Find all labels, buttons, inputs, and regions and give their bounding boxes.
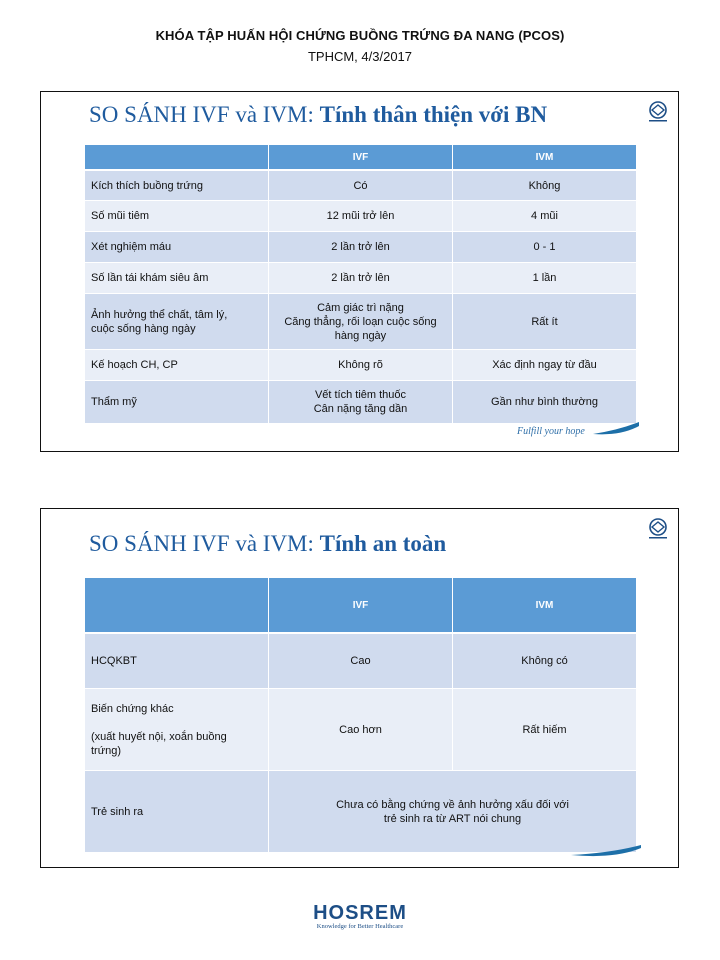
row-label: Thẩm mỹ	[85, 381, 269, 424]
slide-safety	[40, 508, 679, 868]
ivm-value: Rất hiếm	[453, 689, 637, 771]
ivm-value: Không có	[453, 634, 637, 689]
slide-title-plain: SO SÁNH IVF và IVM:	[89, 531, 320, 556]
slide-title	[89, 102, 547, 128]
header-criteria	[85, 145, 269, 171]
table-row	[85, 634, 637, 689]
slide-title-plain: SO SÁNH IVF và IVM:	[89, 102, 320, 127]
swoosh-icon	[511, 845, 643, 861]
header-ivf: IVF	[269, 145, 453, 171]
clinic-logo-icon	[644, 100, 672, 124]
slide-title-bold: Tính thân thiện với BN	[319, 102, 548, 127]
ivf-value: Không rõ	[269, 350, 453, 381]
ivf-value: 2 lần trở lên	[269, 263, 453, 294]
row-label: Số lần tái khám siêu âm	[85, 263, 269, 294]
table-row	[85, 201, 637, 232]
brand-logo	[300, 902, 420, 930]
brand-name: HOSREM	[313, 902, 407, 924]
ivf-value: Cảm giác trì nặng Căng thẳng, rối loạn cuộc sống hàng ngày	[269, 294, 453, 350]
document-subtitle: TPHCM, 4/3/2017	[307, 49, 413, 64]
ivf-value: Có	[269, 171, 453, 201]
comparison-table	[85, 145, 637, 424]
row-label: Kế hoạch CH, CP	[85, 350, 269, 381]
table-row	[85, 350, 637, 381]
ivf-value: 12 mũi trở lên	[269, 201, 453, 232]
slide-patient-friendliness	[40, 91, 679, 452]
header-ivm: IVM	[453, 578, 637, 634]
row-label: Trẻ sinh ra	[85, 771, 269, 853]
header-ivm: IVM	[453, 145, 637, 171]
table-row	[85, 263, 637, 294]
merged-value: Chưa có bằng chứng về ảnh hưởng xấu đối với trẻ sinh ra từ ART nói chung	[269, 771, 637, 853]
table-row	[85, 232, 637, 263]
document-title: KHÓA TẬP HUẤN HỘI CHỨNG BUỒNG TRỨNG ĐA NANG (PCOS)	[155, 28, 565, 43]
table-row	[85, 689, 637, 771]
slide-title	[89, 531, 446, 557]
ivm-value: 4 mũi	[453, 201, 637, 232]
ivf-value: Cao hơn	[269, 689, 453, 771]
row-label: Số mũi tiêm	[85, 201, 269, 232]
row-label: HCQKBT	[85, 634, 269, 689]
table-row	[85, 294, 637, 350]
brand-tagline: Knowledge for Better Healthcare	[316, 923, 404, 930]
table-row	[85, 381, 637, 424]
table-row	[85, 171, 637, 201]
row-label: Kích thích buồng trứng	[85, 171, 269, 201]
row-label: Xét nghiệm máu	[85, 232, 269, 263]
swoosh-icon	[591, 422, 641, 438]
row-label: Ảnh hưởng thể chất, tâm lý, cuộc sống hàng ngày	[85, 294, 269, 350]
ivm-value: Không	[453, 171, 637, 201]
header-criteria	[85, 578, 269, 634]
clinic-logo-icon	[644, 517, 672, 541]
ivf-value: Vết tích tiêm thuốc Cân nặng tăng dần	[269, 381, 453, 424]
comparison-table	[85, 578, 637, 853]
ivf-value: 2 lần trở lên	[269, 232, 453, 263]
table-header-row	[85, 145, 637, 171]
table-row	[85, 771, 637, 853]
slide-title-bold: Tính an toàn	[319, 531, 447, 556]
ivm-value: Xác định ngay từ đầu	[453, 350, 637, 381]
row-label: Biến chứng khác (xuất huyết nội, xoắn buồng trứng)	[85, 689, 269, 771]
ivm-value: 1 lần	[453, 263, 637, 294]
ivm-value: Rất ít	[453, 294, 637, 350]
table-header-row	[85, 578, 637, 634]
footer-tagline: Fulfill your hope	[517, 426, 585, 437]
ivf-value: Cao	[269, 634, 453, 689]
ivm-value: 0 - 1	[453, 232, 637, 263]
ivm-value: Gần như bình thường	[453, 381, 637, 424]
header-ivf: IVF	[269, 578, 453, 634]
